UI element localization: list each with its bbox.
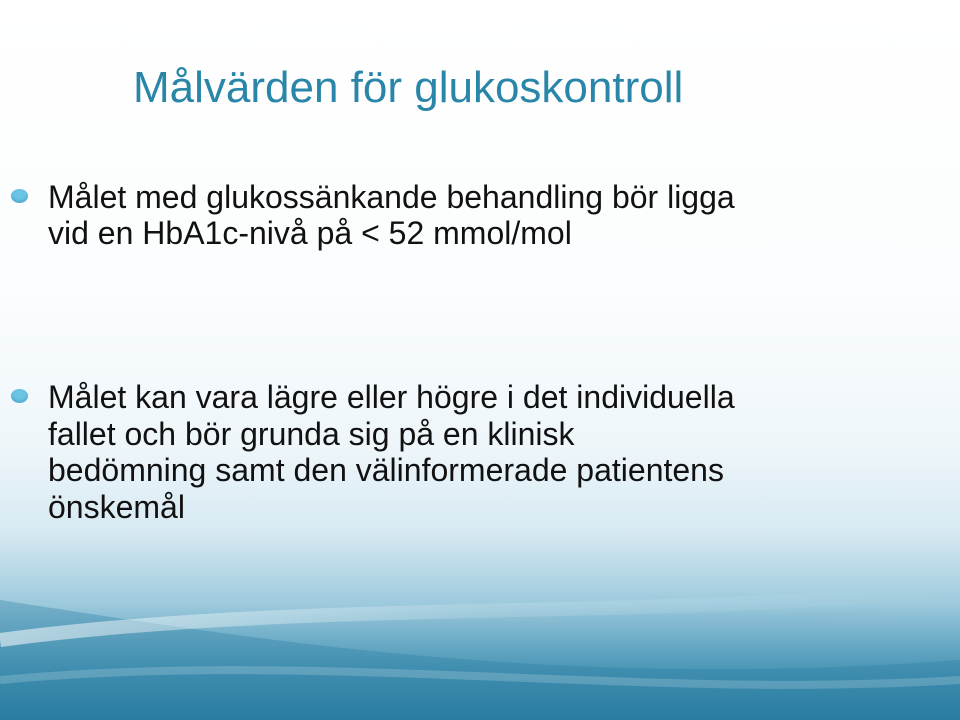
bullet-line: bedömning samt den välinformerade patientens <box>48 452 724 488</box>
bullet-line: Målet kan vara lägre eller högre i det individuella <box>48 379 735 415</box>
bullet-line: vid en HbA1c-nivå på < 52 mmol/mol <box>48 215 572 251</box>
bullet-line: önskemål <box>48 488 185 525</box>
bullet-text <box>48 379 888 525</box>
bullet-line: fallet och bör grunda sig på en klinisk <box>48 415 575 452</box>
bullet-dot-icon <box>11 389 28 403</box>
bullet-line: Målet med glukossänkande behandling bör ligga <box>48 179 735 215</box>
bullet-dot-icon <box>11 189 28 203</box>
slide-title: Målvärden för glukoskontroll <box>133 63 684 112</box>
bullet-text <box>48 179 888 251</box>
